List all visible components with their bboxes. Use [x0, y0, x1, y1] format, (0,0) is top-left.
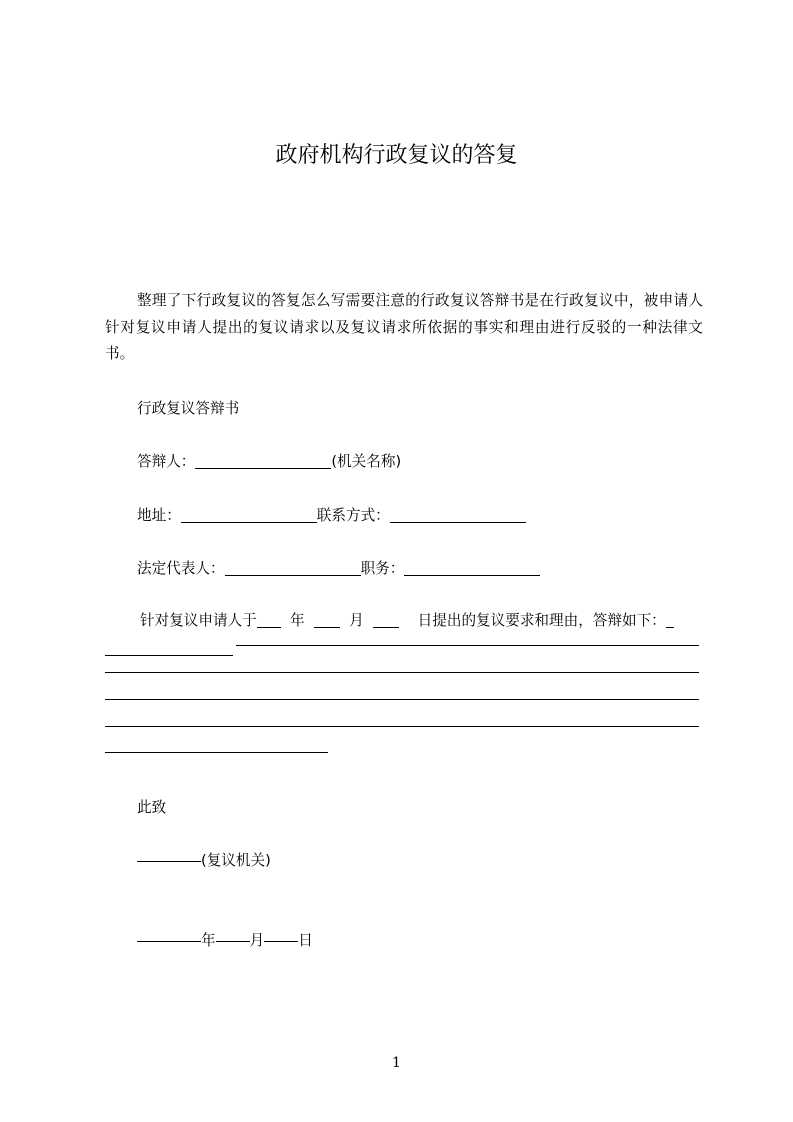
- answer-line-1b: [236, 645, 699, 646]
- date-day-dash: [264, 941, 298, 942]
- reply-year-blank: [257, 611, 281, 628]
- respondent-suffix: (机关名称): [331, 453, 402, 470]
- recipient-line: [137, 850, 271, 872]
- answer-line-2: [105, 672, 699, 673]
- document-title: 政府机构行政复议的答复: [275, 143, 518, 168]
- contact-blank: [390, 506, 526, 523]
- legal-rep-label: 法定代表人：: [137, 560, 225, 577]
- date-month-dash: [216, 941, 250, 942]
- legal-rep-line: [137, 558, 540, 580]
- respondent-blank: [195, 452, 331, 469]
- reply-prefix: 针对复议申请人于: [140, 612, 257, 629]
- form-heading: 行政复议答辩书: [137, 400, 240, 417]
- answer-line-5: [105, 752, 328, 753]
- position-label: 职务：: [360, 560, 405, 577]
- reply-year-label: 年: [290, 612, 305, 629]
- recipient-dash: [137, 861, 201, 862]
- address-blank: [181, 506, 317, 523]
- reply-day-label: 日提出的复议要求和理由，答辩如下：: [417, 612, 666, 629]
- contact-label: 联系方式：: [316, 507, 390, 524]
- reply-month-label: 月: [349, 612, 364, 629]
- recipient-suffix: (复议机关): [201, 852, 271, 869]
- page-number: 1: [392, 1055, 401, 1071]
- answer-line-3: [105, 699, 699, 700]
- respondent-label: 答辩人：: [137, 453, 196, 470]
- respondent-line: [137, 451, 401, 473]
- closing-text: 此致: [137, 799, 167, 816]
- date-day-label: 日: [298, 932, 313, 949]
- date-line: [137, 930, 313, 952]
- date-month-label: 月: [249, 932, 265, 949]
- reply-tail-blank: [666, 611, 674, 628]
- date-year-label: 年: [201, 932, 216, 949]
- legal-rep-blank: [225, 559, 361, 576]
- date-year-dash: [137, 941, 201, 942]
- position-blank: [404, 559, 540, 576]
- answer-line-4: [105, 726, 699, 727]
- reply-month-blank: [314, 611, 340, 628]
- reply-line: [140, 610, 674, 632]
- reply-day-blank: [373, 611, 399, 628]
- address-line: [137, 505, 526, 527]
- address-label: 地址：: [137, 507, 181, 524]
- answer-line-1a: [105, 655, 233, 656]
- intro-paragraph: 整理了下行政复议的答复怎么写需要注意的行政复议答辩书是在行政复议中，被申请人针对复议申请人提出的复议请求以及复议请求所依据的事实和理由进行反驳的一种法律文书。: [105, 292, 703, 362]
